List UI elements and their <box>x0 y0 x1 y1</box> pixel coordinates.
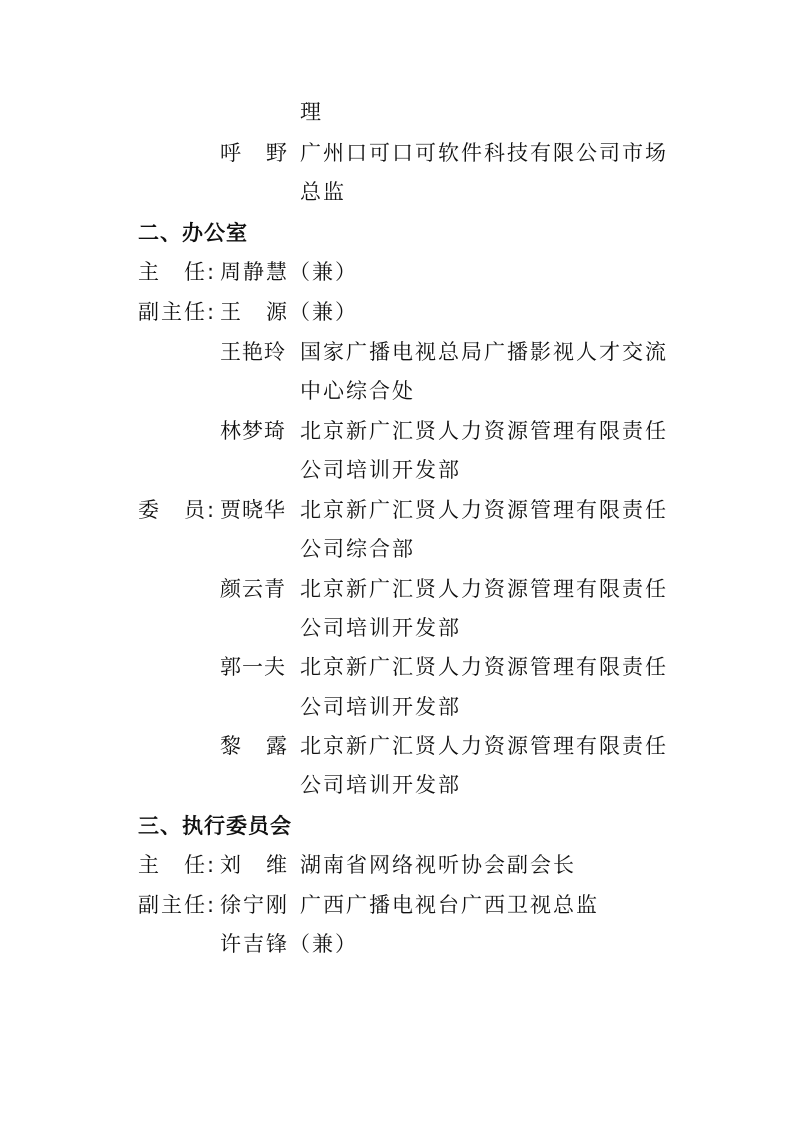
role-label-deputy: 副主任: <box>138 300 217 324</box>
deputy-org: 国家广播电视总局广播影视人才交流 <box>300 340 668 364</box>
director-org: 湖南省网络视听协会副会长 <box>300 853 576 877</box>
member-org-continued: 公司培训开发部 <box>300 695 461 719</box>
member-name: 郭一夫 <box>220 655 286 679</box>
deputy-org: 广西广播电视台广西卫视总监 <box>300 893 599 917</box>
member-org: 广州口可口可软件科技有限公司市场 <box>300 141 668 165</box>
member-org-continued: 公司培训开发部 <box>300 773 461 797</box>
director-name: 周静慧（兼） <box>220 260 358 284</box>
role-label-members: 委 员: <box>138 498 217 522</box>
member-org: 北京新广汇贤人力资源管理有限责任 <box>300 577 668 601</box>
member-name: 颜云青 <box>220 577 286 601</box>
section-heading-executive: 三、执行委员会 <box>138 814 292 838</box>
member-name: 黎 露 <box>220 734 289 758</box>
deputy-name: 徐宁刚 <box>220 893 289 917</box>
member-org: 北京新广汇贤人力资源管理有限责任 <box>300 734 668 758</box>
member-org-continued: 公司培训开发部 <box>300 616 461 640</box>
deputy-org-continued: 公司培训开发部 <box>300 458 461 482</box>
director-name: 刘 维 <box>220 853 289 877</box>
deputy-org: 北京新广汇贤人力资源管理有限责任 <box>300 419 668 443</box>
role-label-director: 主 任: <box>138 260 217 284</box>
deputy-name: 许吉锋（兼） <box>220 932 358 956</box>
deputy-name: 林梦琦 <box>220 419 286 443</box>
role-label-deputy: 副主任: <box>138 893 217 917</box>
section-heading-office: 二、办公室 <box>138 221 248 245</box>
member-name: 贾晓华 <box>220 498 286 522</box>
deputy-name: 王 源（兼） <box>220 300 358 324</box>
member-org: 北京新广汇贤人力资源管理有限责任 <box>300 655 668 679</box>
role-label-director: 主 任: <box>138 853 217 877</box>
member-name: 呼 野 <box>220 141 289 165</box>
deputy-name: 王艳玲 <box>220 340 286 364</box>
member-org-continued: 公司综合部 <box>300 537 415 561</box>
deputy-org-continued: 中心综合处 <box>300 379 415 403</box>
member-org: 北京新广汇贤人力资源管理有限责任 <box>300 498 668 522</box>
org-continuation: 理 <box>300 100 323 124</box>
member-org-continued: 总监 <box>300 180 346 204</box>
